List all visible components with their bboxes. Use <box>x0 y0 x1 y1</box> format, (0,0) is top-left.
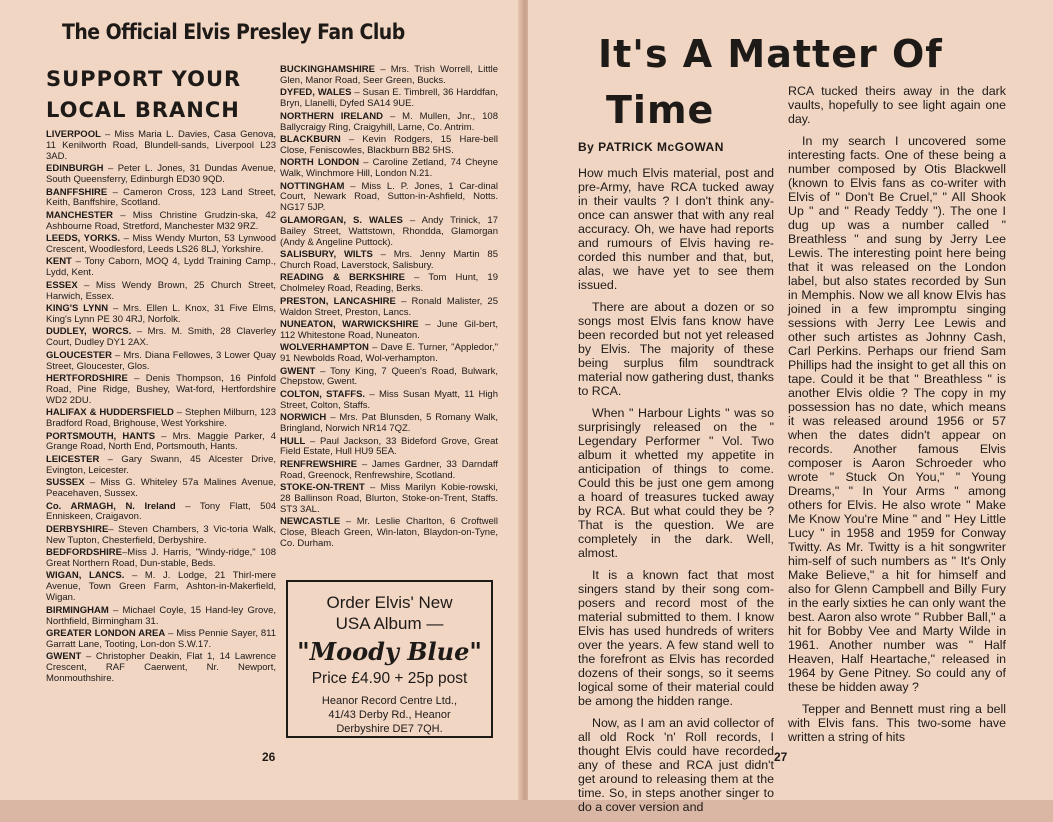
branch-entry <box>46 455 276 477</box>
headline-line-1: It's A Matter Of <box>598 32 943 76</box>
fan-club-title: The Official Elvis Presley Fan Club <box>62 20 405 44</box>
branch-name: BLACKBURN <box>280 133 341 145</box>
branch-entry <box>46 652 276 685</box>
branch-name: NEWCASTLE <box>280 516 341 528</box>
branch-name: KENT <box>46 256 72 268</box>
branch-entry <box>280 158 498 180</box>
branch-contact: – M. Mullen, Jnr., 108 Ballycraigy Ring, Craigyhill, Larne, Co. Antrim. <box>280 110 498 133</box>
branch-entry <box>46 130 276 163</box>
page-number-right: 27 <box>774 750 788 764</box>
branch-contact: – Denis Thompson, 16 Pinfold Road, Pine Ridge, Bushey, Wat-ford, Hertfordshire WD2 2DU. <box>46 373 276 406</box>
branch-entry <box>46 211 276 233</box>
branch-name: LEEDS, YORKS. <box>46 233 121 245</box>
branch-name: NORTHERN IRELAND <box>280 110 383 122</box>
branch-entry <box>46 188 276 210</box>
branch-name: EDINBURGH <box>46 163 104 175</box>
article-paragraph: In my search I uncovered some interesting facts. One of these being a number composed by Otis Blackwell (known to Elvis fans as co-writer with Elvis of " Don't Be Cruel," " All Shook Up " and " Ready Teddy "). The one I dug up was a number called " Breathless " and sung by Jerry Lee Lewis. The interesting point here being that it was released on the London label, but also states recorded by Sun in Memphis. Now we all know Elvis has joined in a few impromptu singing sessions with Jerry Lee Lewis and other such artistes as Johnny Cash, Carl Perkins. Perhaps our friend Sam Phillips had the insight to get all this on tape. Could it be that " Breathless " is another Elvis oldie ? The copy in my possession has no date, which means it was released around 1956 or 57 when the dates didn't appear on records. Another famous Elvis composer is Aaron Schroeder who wrote " Stuck On You," " Young Dreams," " In Your Arms " among others for Elvis. He also wrote " Make Me Know You're Mine " and " Hey Little Lucy " in 1958 and 1959 for Conway Twitty. As Mr. Twitty is a hit songwriter him-self of such numbers as " It's Only Make Believe," a hit for himself and also for Glenn Campbell and Billy Fury in the early sixties he can only want the best. Aaron also wrote " Rubber Ball," a hit for Bobby Vee and Marty Wilde in 1961. Another number was " Half Heaven, Half Heartache," released in 1964 by Gene Pitney. So could any of these be hidden away ? <box>788 134 1006 694</box>
branch-name: READING & BERKSHIRE <box>280 272 405 284</box>
advert-price: Price £4.90 + 25p post <box>311 670 468 687</box>
page-number-left: 26 <box>262 750 276 764</box>
branch-name: NORWICH <box>280 412 327 424</box>
branch-entry <box>280 135 498 157</box>
branch-entry <box>280 460 498 482</box>
branch-entry <box>280 112 498 134</box>
branch-entry <box>280 273 498 295</box>
branch-entry <box>280 517 498 550</box>
page-26 <box>0 0 522 800</box>
branch-contact: – Mrs. M. Smith, 28 Claverley Court, Dudley DY1 2AX. <box>46 326 276 349</box>
article-paragraph: Now, as I am an avid collector of all old Rock 'n' Roll records, I thought Elvis could have recorded any of these and RCA just didn't get around to releasing them at the time. So, in steps another singer to do a cover version and <box>578 716 774 814</box>
branch-name: GWENT <box>280 365 316 377</box>
article-paragraph: There are about a dozen or so songs most Elvis fans know have been recorded but not yet released by Elvis. The majority of these being surplus film soundtrack material now gathering dust, thanks to RCA. <box>578 300 774 398</box>
branch-name: HERTFORDSHIRE <box>46 373 128 385</box>
branch-entry <box>280 250 498 272</box>
branch-contact: – Caroline Zetland, 74 Cheyne Walk, Winchmore Hill, London N.21. <box>280 157 499 180</box>
branch-name: WIGAN, LANCS. <box>46 570 125 582</box>
article-column-1 <box>578 166 774 822</box>
branch-contact: – Miss L. P. Jones, 1 Car-dinal Court, Newark Road, Sutton-in-Ashfield, Notts. NG17 5JP. <box>280 180 498 214</box>
branch-name: STOKE-ON-TRENT <box>280 482 365 494</box>
branch-name: DERBYSHIRE <box>46 523 109 535</box>
branch-contact: – Cameron Cross, 123 Land Street, Keith, Banffshire, Scotland. <box>46 186 276 209</box>
branch-contact: – Miss Pennie Sayer, 811 Garratt Lane, Tooting, Lon-don S.W.17. <box>46 627 276 650</box>
branch-contact: – Mrs. Maggie Parker, 4 Grange Road, North End, Portsmouth, Hants. <box>46 430 276 453</box>
branch-entry <box>46 571 276 604</box>
branch-entry <box>46 374 276 407</box>
branch-contact: – Tony King, 7 Queen's Road, Bulwark, Chepstow, Gwent. <box>280 365 498 388</box>
branch-name: MANCHESTER <box>46 209 114 221</box>
branch-entry <box>46 304 276 326</box>
branch-name: BUCKINGHAMSHIRE <box>280 64 375 75</box>
branch-contact: – June Gil-bert, 112 Whitestone Road, Nuneaton. <box>280 318 498 341</box>
branch-entry <box>46 351 276 373</box>
article-paragraph: Tepper and Bennett must ring a bell with Elvis fans. This two-some have written a string of hits <box>788 702 1006 744</box>
branch-name: LIVERPOOL <box>46 129 101 140</box>
advert-line-1: Order Elvis' New <box>326 593 453 612</box>
branch-contact: – Peter L. Jones, 31 Dundas Avenue, South Queensferry, Edinburgh ED30 9QD. <box>46 163 276 186</box>
branch-entry <box>46 525 276 547</box>
branch-name: BEDFORDSHIRE <box>46 547 123 559</box>
album-advert <box>286 580 493 738</box>
branch-contact: – Andy Trinick, 17 Bailey Street, Wattstown, Rhondda, Glamorgan (Andy & Angeline Puttock). <box>280 214 499 248</box>
branch-entry <box>280 367 498 389</box>
branch-entry <box>280 483 498 516</box>
branch-name: SALISBURY, WILTS <box>280 249 373 260</box>
branch-name: GLOUCESTER <box>46 349 112 361</box>
branch-contact: – Michael Coyle, 15 Hand-ley Grove, Northfield, Birmingham 31. <box>46 604 276 627</box>
article-paragraph: How much Elvis material, post and pre-Army, have RCA tucked away in their vaults ? I don't think any-once can answer that with any real accuracy. Oh, we have had reports and rumours of Elvis having re-corded this number and that, but, alas, we have yet to see them issued. <box>578 166 774 292</box>
branch-name: LEICESTER <box>46 453 100 465</box>
branch-contact: – Tony Caborn, MOQ 4, Lydd Training Camp., Lydd, Kent. <box>46 256 276 279</box>
branch-contact: – Mr. Leslie Charlton, 6 Croftwell Close, Bleach Green, Win-laton, Blaydon-on-Tyne, Co. Durham. <box>280 516 498 550</box>
branch-name: Co. ARMAGH, N. Ireland <box>46 500 176 512</box>
branch-contact: – Miss Christine Grudzin-ska, 42 Ashbourne Road, Stretford, Manchester M32 9RZ. <box>46 209 276 232</box>
branch-name: GREATER LONDON AREA <box>46 627 166 639</box>
branch-contact: – Steven Chambers, 3 Vic-toria Walk, New Tupton, Chesterfield, Derbyshire. <box>46 523 276 546</box>
branch-name: HALIFAX & HUDDERSFIELD <box>46 407 174 419</box>
branch-name: DYFED, WALES <box>280 87 352 99</box>
branch-name: NOTTINGHAM <box>280 180 345 192</box>
branch-contact: – Mrs. Jenny Martin 85 Church Road, Laverstock, Salisbury. <box>280 249 498 271</box>
branch-entry <box>280 320 498 342</box>
branch-entry <box>280 88 498 110</box>
branch-contact: – Mrs. Diana Fellowes, 3 Lower Quay Street, Gloucester, Glos. <box>46 349 276 372</box>
branch-entry <box>46 548 276 570</box>
branch-entry <box>46 629 276 651</box>
branch-entry <box>280 343 498 365</box>
branch-entry <box>46 327 276 349</box>
branch-contact: – M. J. Lodge, 21 Thirl-mere Avenue, Town Green Farm, Ashton-in-Makerfield, Wigan. <box>46 570 277 604</box>
advert-album-title: "Moody Blue" <box>297 637 482 666</box>
branch-contact: – Mrs. Trish Worrell, Little Glen, Manor Road, Seer Green, Bucks. <box>280 64 498 86</box>
branch-entry <box>46 164 276 186</box>
advert-seller-postcode: Derbyshire DE7 7QH. <box>336 723 443 735</box>
branch-contact: – Dave E. Turner, "Appledor," 91 Newbolds Road, Wol-verhampton. <box>280 342 498 365</box>
branch-contact: – Ronald Malister, 25 Waldon Street, Preston, Lancs. <box>280 295 498 318</box>
article-paragraph: RCA tucked theirs away in the dark vaults, hopefully to see light again one day. <box>788 84 1006 126</box>
branch-entry <box>280 182 498 215</box>
branch-name: NORTH LONDON <box>280 157 360 169</box>
branch-entry <box>280 437 498 459</box>
branch-name: WOLVERHAMPTON <box>280 342 369 354</box>
advert-seller-name: Heanor Record Centre Ltd., <box>321 695 458 707</box>
page-27 <box>528 0 1053 814</box>
support-heading: SUPPORT YOUR LOCAL BRANCH <box>46 67 242 122</box>
branch-contact: – Mrs. Ellen L. Knox, 31 Five Elms, King's Lynn PE 30 4RJ, Norfolk. <box>46 303 276 325</box>
branch-contact: – Miss Wendy Brown, 25 Church Street, Harwich, Essex. <box>46 279 276 302</box>
branch-name: BANFFSHIRE <box>46 186 108 198</box>
branch-name: GWENT <box>46 651 82 663</box>
branch-contact: – James Gardner, 33 Darndaff Road, Greenock, Renfrewshire, Scotland. <box>280 458 498 481</box>
branch-contact: – Tom Hunt, 19 Cholmeley Road, Reading, Berks. <box>280 272 498 295</box>
branch-name: SUSSEX <box>46 477 85 489</box>
branch-contact: – Kevin Rodgers, 15 Hare-bell Close, Feniscowles, Blackburn BB2 5HS. <box>280 133 498 156</box>
branch-entry <box>46 432 276 454</box>
branch-contact: – Stephen Milburn, 123 Bradford Road, Brighouse, West Yorkshire. <box>46 407 276 430</box>
branch-contact: – Christopher Deakin, Flat 1, 14 Lawrence Crescent, RAF Caerwent, Nr. Newport, Monmouthshire. <box>46 651 276 685</box>
branch-list-column-2 <box>280 65 498 552</box>
article-paragraph: It is a known fact that most singers stand by their song com-posers and record most of the material submitted to them. I know Elvis has used hundreds of writers over the years. A few stand well to the forefront as Elvis has recorded dozens of their songs, so it seems logical some of their material could be among the hidden range. <box>578 568 774 708</box>
branch-contact: – Tony Flatt, 504 Enniskeen, Craigavon. <box>46 500 277 523</box>
branch-contact: – Miss Susan Myatt, 11 High Street, Colton, Staffs. <box>280 388 498 411</box>
branch-name: NUNEATON, WARWICKSHIRE <box>280 318 419 330</box>
branch-name: DUDLEY, WORCS. <box>46 326 132 338</box>
branch-name: HULL <box>280 435 306 447</box>
article-paragraph: When " Harbour Lights " was so surprisingly released on the " Legendary Performer " Vol. Two album it whetted my appetite in anticipation of things to come. Could this be just one gem among a hoard of treasures tucked away by RCA. But what could they be ? That is the question. We are completely in the dark. Well, almost. <box>578 406 774 560</box>
headline-line-2: Time <box>606 88 715 132</box>
article-column-2 <box>788 84 1006 752</box>
branch-entry <box>280 390 498 412</box>
branch-entry <box>280 65 498 87</box>
branch-name: GLAMORGAN, S. WALES <box>280 214 403 226</box>
branch-entry <box>280 216 498 249</box>
branch-contact: – Mrs. Pat Blunsden, 5 Romany Walk, Bringland, Norwich NR14 7QZ. <box>280 412 498 435</box>
branch-contact: – Paul Jackson, 33 Bideford Grove, Great Field Estate, Hull HU9 5EA. <box>280 435 498 458</box>
branch-name: PRESTON, LANCASHIRE <box>280 295 396 307</box>
branch-name: RENFREWSHIRE <box>280 458 358 470</box>
branch-contact: – Susan E. Timbrell, 36 Harddfan, Bryn, Llanelli, Dyfed SA14 9UE. <box>280 87 498 110</box>
branch-name: ESSEX <box>46 279 78 291</box>
branch-contact: – Miss Maria L. Davies, Casa Genova, 11 Kenilworth Road, Blundell-sands, Liverpool L23 3AD. <box>46 129 276 162</box>
branch-name: COLTON, STAFFS. <box>280 388 366 400</box>
branch-entry <box>280 297 498 319</box>
branch-contact: –Miss J. Harris, "Windy-ridge," 108 Great Northern Road, Dun-stable, Beds. <box>46 547 276 570</box>
branch-entry <box>46 257 276 279</box>
advert-seller-address: 41/43 Derby Rd., Heanor <box>328 709 451 721</box>
branch-contact: – Miss G. Whiteley 57a Malines Avenue, Peacehaven, Sussex. <box>46 477 276 500</box>
branch-contact: – Miss Wendy Murton, 53 Lynwood Crescent, Woodlesford, Leeds LS26 8LJ, Yorkshire. <box>46 233 276 256</box>
branch-entry <box>280 413 498 435</box>
branch-contact: – Miss Marilyn Kobie-rowski, 28 Ballinson Road, Blurton, Stoke-on-Trent, Staffs. ST3 3AL. <box>280 482 498 515</box>
branch-contact: – Gary Swann, 45 Alcester Drive, Evington, Leicester. <box>46 453 276 476</box>
branch-entry <box>46 281 276 303</box>
branch-name: PORTSMOUTH, HANTS <box>46 430 156 442</box>
branch-entry <box>46 478 276 500</box>
branch-name: KING'S LYNN <box>46 303 109 315</box>
advert-line-2: USA Album — <box>335 614 444 633</box>
branch-entry <box>46 408 276 430</box>
branch-entry <box>46 606 276 628</box>
branch-entry <box>46 234 276 256</box>
branch-name: BIRMINGHAM <box>46 604 109 616</box>
branch-list-column-1 <box>46 130 276 687</box>
byline: By PATRICK McGOWAN <box>578 140 724 154</box>
branch-entry <box>46 502 276 524</box>
